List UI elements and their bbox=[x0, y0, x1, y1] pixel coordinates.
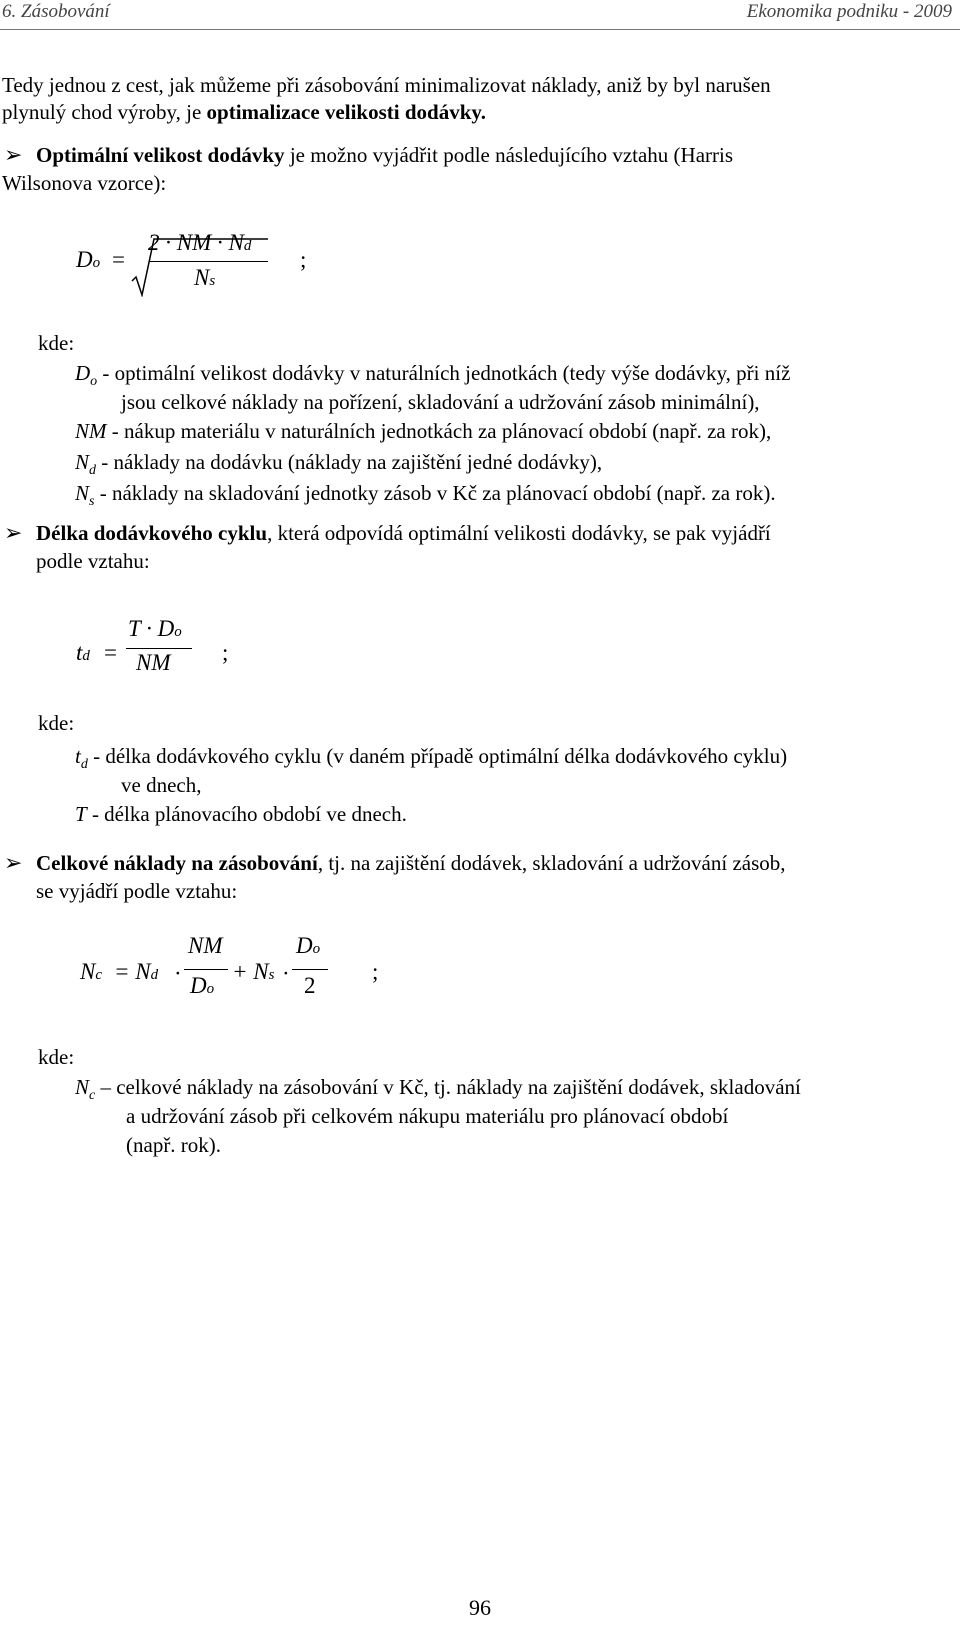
formula1-num: 2 · NM · N bbox=[148, 230, 244, 255]
formula-total-cost bbox=[0, 935, 420, 1015]
formula3-dot-2: · bbox=[282, 961, 290, 986]
formula2-fraction-line bbox=[126, 648, 192, 649]
formula2-semicolon: ; bbox=[222, 640, 229, 665]
section2-text: , která odpovídá optimální velikosti dodávky, se pak vyjádří bbox=[267, 521, 771, 545]
bullet-arrow-icon: ➢ bbox=[4, 520, 23, 545]
page-number: 96 bbox=[469, 1595, 491, 1620]
formula1-den: N bbox=[194, 265, 210, 290]
formula3-plus-sub: s bbox=[268, 967, 275, 983]
formula3-lhs: N bbox=[80, 959, 96, 984]
book-title: Ekonomika podniku - 2009 bbox=[746, 1, 952, 22]
def-td-text: - délka dodávkového cyklu (v daném případě optimální délka dodávkového cyklu) bbox=[87, 744, 788, 768]
formula2-num: T · D bbox=[128, 616, 175, 641]
section2-line-1 bbox=[36, 520, 771, 546]
intro-line-1: Tedy jednou z cest, jak můžeme při zásobování minimalizovat náklady, aniž by byl narušen bbox=[2, 73, 771, 97]
formula3-frac1-line bbox=[184, 969, 228, 970]
formula3-plus: + N bbox=[232, 959, 269, 984]
def-nd bbox=[75, 449, 602, 484]
intro-line-2 bbox=[2, 99, 486, 125]
formula1-num-sub: d bbox=[243, 238, 252, 254]
formula-cycle-length bbox=[0, 616, 300, 690]
formula2-den: NM bbox=[136, 650, 171, 675]
formula1-semicolon: ; bbox=[300, 247, 307, 272]
section1-kde: kde: bbox=[38, 331, 75, 355]
section1-text: je možno vyjádřit podle následujícího vztahu (Harris bbox=[284, 143, 734, 167]
formula1-fraction-line bbox=[150, 261, 268, 262]
def-nc-sub: c bbox=[89, 1088, 96, 1104]
section2-title: Délka dodávkového cyklu bbox=[36, 521, 268, 545]
def-nm-sym: NM bbox=[75, 419, 107, 443]
def-nd-sym: N bbox=[75, 450, 90, 474]
formula-harris-wilson bbox=[0, 225, 400, 305]
section1-line-1 bbox=[36, 142, 733, 168]
def-t bbox=[75, 801, 407, 827]
page-header bbox=[0, 0, 960, 30]
formula3-frac2-line bbox=[292, 969, 328, 970]
formula2-num-sub: o bbox=[174, 624, 182, 640]
formula3-frac1-den: D bbox=[190, 973, 207, 998]
def-nm-text: - nákup materiálu v naturálních jednotkách za plánovací období (např. za rok), bbox=[106, 419, 772, 443]
def-do-sub: o bbox=[90, 374, 98, 390]
formula3-frac2-num: D bbox=[296, 933, 313, 958]
section1-line-2: Wilsonova vzorce): bbox=[2, 171, 167, 195]
formula1-eq: = bbox=[112, 247, 125, 272]
def-ns-sym: N bbox=[75, 481, 90, 505]
header-rule bbox=[0, 29, 960, 30]
section3-title: Celkové náklady na zásobování bbox=[36, 851, 318, 875]
formula3-dot-1: · bbox=[174, 961, 182, 986]
def-td-sym: t bbox=[75, 744, 81, 768]
formula3-eq: = N bbox=[114, 959, 151, 984]
def-ns-text: - náklady na skladování jednotky zásob v Kč za plánovací období (např. za rok). bbox=[94, 481, 776, 505]
formula3-eq-sub: d bbox=[150, 967, 159, 983]
formula3-frac1-num: NM bbox=[188, 933, 223, 958]
def-td-sub: d bbox=[80, 757, 88, 773]
def-nc-cont-2: (např. rok). bbox=[126, 1133, 222, 1157]
def-do-text: - optimální velikost dodávky v naturálních jednotkách (tedy výše dodávky, při níž bbox=[97, 361, 791, 385]
def-nm bbox=[75, 418, 771, 444]
def-nc-sym: N bbox=[75, 1075, 90, 1099]
section3-kde: kde: bbox=[38, 1045, 75, 1069]
def-ns bbox=[75, 480, 776, 515]
def-t-text: - délka plánovacího období ve dnech. bbox=[86, 802, 407, 826]
def-do-cont: jsou celkové náklady na pořízení, skladování a udržování zásob minimální), bbox=[121, 390, 760, 414]
def-do-sym: D bbox=[75, 361, 91, 385]
formula3-frac2-num-sub: o bbox=[312, 941, 321, 957]
formula2-eq: = bbox=[104, 640, 117, 665]
formula2-lhs: t bbox=[76, 640, 83, 665]
def-ns-sub: s bbox=[89, 494, 95, 510]
def-td-cont: ve dnech, bbox=[121, 773, 202, 797]
def-nd-sub: d bbox=[89, 463, 97, 479]
formula2-lhs-sub: d bbox=[82, 648, 90, 664]
formula1-den-sub: s bbox=[209, 273, 216, 289]
formula3-frac2-den: 2 bbox=[304, 973, 316, 998]
section3-line-1 bbox=[36, 850, 786, 876]
formula1-lhs-sub: o bbox=[92, 255, 101, 271]
formula3-frac1-den-sub: o bbox=[206, 981, 215, 997]
def-nd-text: - náklady na dodávku (náklady na zajištění jedné dodávky), bbox=[96, 450, 603, 474]
section3-line-2: se vyjádří podle vztahu: bbox=[36, 879, 238, 903]
bullet-arrow-icon: ➢ bbox=[4, 850, 23, 875]
formula3-lhs-sub: c bbox=[95, 967, 103, 983]
formula3-semicolon: ; bbox=[372, 959, 379, 984]
chapter-title: 6. Zásobování bbox=[2, 1, 110, 22]
section2-line-2: podle vztahu: bbox=[36, 549, 150, 573]
def-t-sym: T bbox=[75, 802, 87, 826]
section2-kde: kde: bbox=[38, 711, 75, 735]
section1-title: Optimální velikost dodávky bbox=[36, 143, 285, 167]
def-nc-text: – celkové náklady na zásobování v Kč, tj. náklady na zajištění dodávek, skladování bbox=[95, 1075, 801, 1099]
bullet-arrow-icon: ➢ bbox=[4, 142, 23, 167]
section3-text: , tj. na zajištění dodávek, skladování a udržování zásob, bbox=[317, 851, 786, 875]
formula1-lhs: D bbox=[76, 247, 93, 272]
intro-text: plynulý chod výroby, je bbox=[2, 100, 207, 124]
intro-bold: optimalizace velikosti dodávky. bbox=[206, 100, 486, 124]
def-nc-cont-1: a udržování zásob při celkovém nákupu materiálu pro plánovací období bbox=[126, 1104, 729, 1128]
